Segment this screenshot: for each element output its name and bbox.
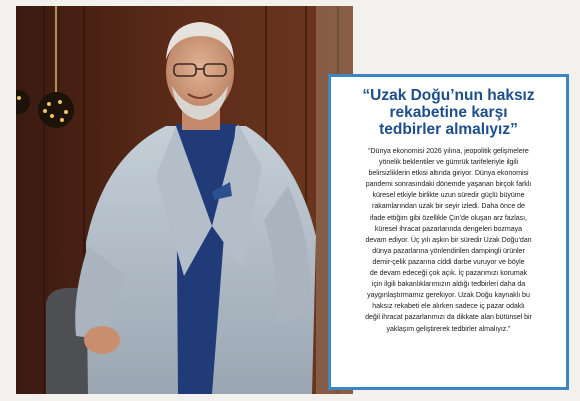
headline-line: “Uzak Doğu’nun haksız xyxy=(362,87,535,104)
body-line: küresel ihracat pazarlarında dengeleri bozmaya xyxy=(374,224,523,233)
body-line: pandemi sonrasındaki dönemde yaşanan birçok farklı xyxy=(365,180,532,189)
body-line: küresel etkiyle birlikte uzun süredir güçlü büyüme xyxy=(372,191,525,200)
body-line: rakamlarından uzak bir seyir izledi. Daha önce de xyxy=(372,202,525,211)
body-line: belirsizliklerin etkisi altında giriyor. Dünya ekonomisi xyxy=(368,169,529,178)
body-line: dünya pazarlarına yönlendirilen dampingli ürünler xyxy=(372,246,525,255)
body-line: için ilgili bakanlıklarımızın aldığı tedbirleri daha da xyxy=(371,280,526,289)
body-line: de devam edeceği çok açık. İç pazarımızı korumak xyxy=(369,269,528,278)
quote-box xyxy=(328,74,569,390)
body-line: “Dünya ekonomisi 2026 yılına, jeopolitik gelişmelere xyxy=(368,147,529,155)
body-line: yaklaşım geliştirerek tedbirler almalıyız.” xyxy=(386,324,511,333)
headline-line: tedbirler almalıyız” xyxy=(379,121,518,138)
body-line: ifade ettiğim gibi özellikle Çin’de oluşan arz fazlası, xyxy=(370,213,527,222)
body-line: yaygınlaştırmamız gerekiyor. Uzak Doğu kaynaklı bu xyxy=(367,291,530,300)
body-line: değil ihracat pazarlarımızı da dikkate alan bütünsel bir xyxy=(365,313,532,322)
headline-line: rekabetine karşı xyxy=(389,104,508,121)
quote-body xyxy=(339,146,558,335)
headline xyxy=(339,87,558,138)
body-line: haksız rekabeti ele alırken sadece iç pazar odaklı xyxy=(372,302,525,311)
body-line: demir-çelik pazarına ciddi darbe vuruyor ve böyle xyxy=(372,257,525,266)
body-line: yönelik beklentiler ve gümrük tarifeleriyle ilgili xyxy=(378,158,519,167)
portrait-photo xyxy=(16,6,353,394)
body-line: devam ediyor. Üç yılı aşkın bir süredir Uzak Doğu’dan xyxy=(365,235,532,244)
